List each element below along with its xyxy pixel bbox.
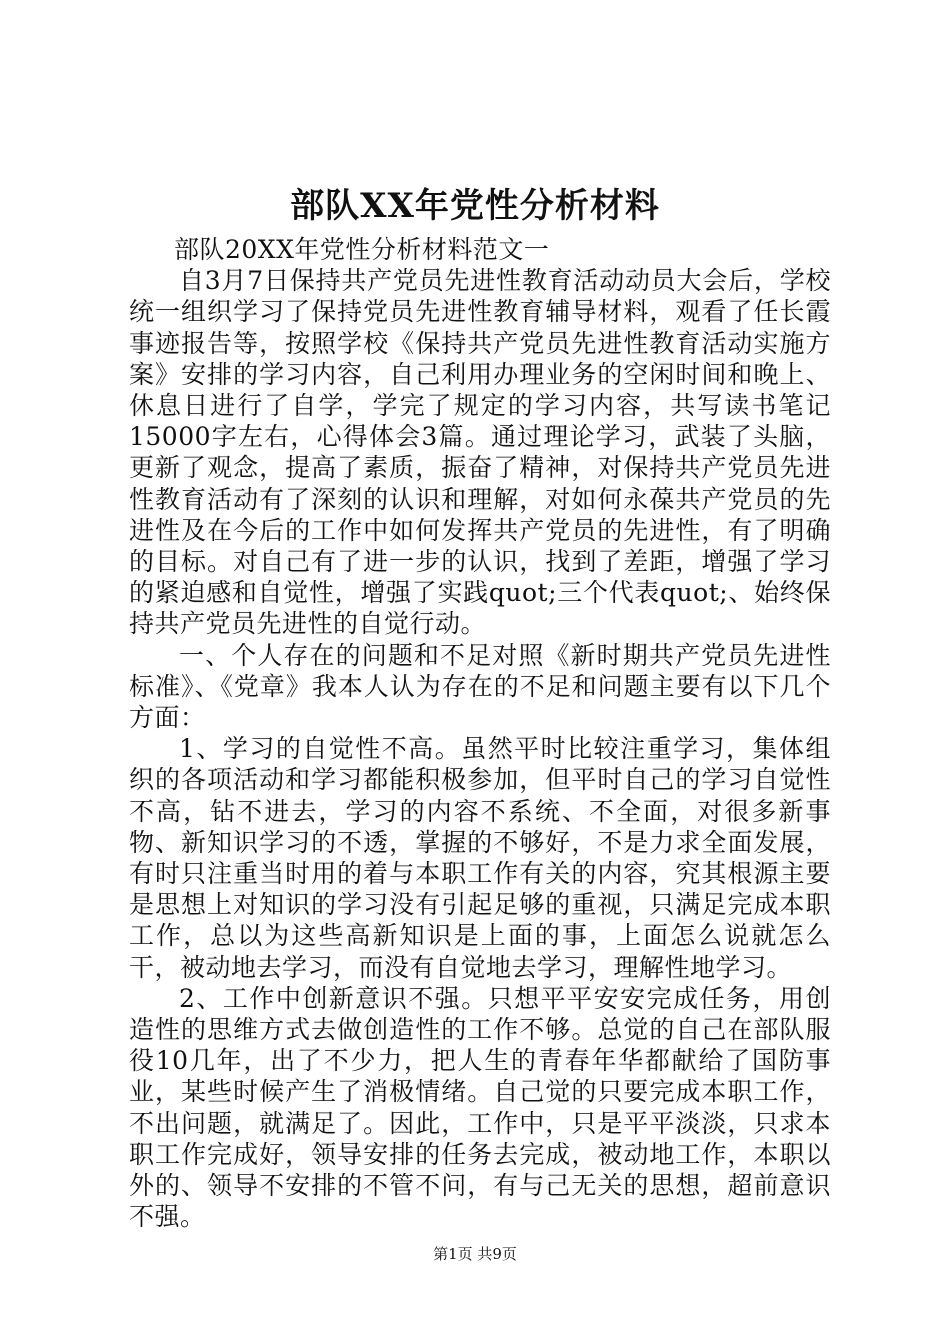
paragraph-point-two: 2、工作中创新意识不强。只想平平安安完成任务，用创造性的思维方式去做创造性的工作不够。总觉的自己在部队服役10几年，出了不少力，把人生的青春年华都献给了国防事业，某些时候产生了消极情绪。自己觉的只要完成本职工作，不出问题，就满足了。因此，工作中，只是平平淡淡，只求本职工作完成好，领导安排的任务去完成，被动地工作，本职以外的、领导不安排的不管不问，有与己无关的思想，超前意识不强。 [129, 983, 831, 1232]
paragraph-intro: 自3月7日保持共产党员先进性教育活动动员大会后，学校统一组织学习了保持党员先进性教育辅导材料，观看了任长霞事迹报告等，按照学校《保持共产党员先进性教育活动实施方案》安排的学习内容，自己利用办理业务的空闲时间和晚上、休息日进行了自学，学完了规定的学习内容，共写读书笔记15000字左右，心得体会3篇。通过理论学习，武装了头脑，更新了观念，提高了素质，振奋了精神，对保持共产党员先进性教育活动有了深刻的认识和理解，对如何永葆共产党员的先进性及在今后的工作中如何发挥共产党员的先进性，有了明确的目标。对自己有了进一步的认识，找到了差距，增强了学习的紧迫感和自觉性，增强了实践quot;三个代表quot;、始终保持共产党员先进性的自觉行动。 [129, 266, 831, 639]
paragraph-point-one: 1、学习的自觉性不高。虽然平时比较注重学习，集体组织的各项活动和学习都能积极参加，但平时自己的学习自觉性不高，钻不进去，学习的内容不系统、不全面，对很多新事物、新知识学习的不透，掌握的不够好，不是力求全面发展，有时只注重当时用的着与本职工作有关的内容，究其根源主要是思想上对知识的学习没有引起足够的重视，只满足完成本职工作，总以为这些高新知识是上面的事，上面怎么说就怎么干，被动地去学习，而没有自觉地去学习，理解性地学习。 [129, 734, 831, 982]
document-body [129, 234, 831, 1233]
document-title: 部队XX年党性分析材料 [290, 186, 660, 226]
document-subtitle: 部队20XX年党性分析材料范文一 [174, 235, 550, 264]
page-number-footer: 第1页 共9页 [433, 1245, 517, 1263]
paragraph-section-one: 一、个人存在的问题和不足对照《新时期共产党员先进性标准》、《党章》我本人认为存在的不足和问题主要有以下几个方面： [129, 640, 831, 733]
